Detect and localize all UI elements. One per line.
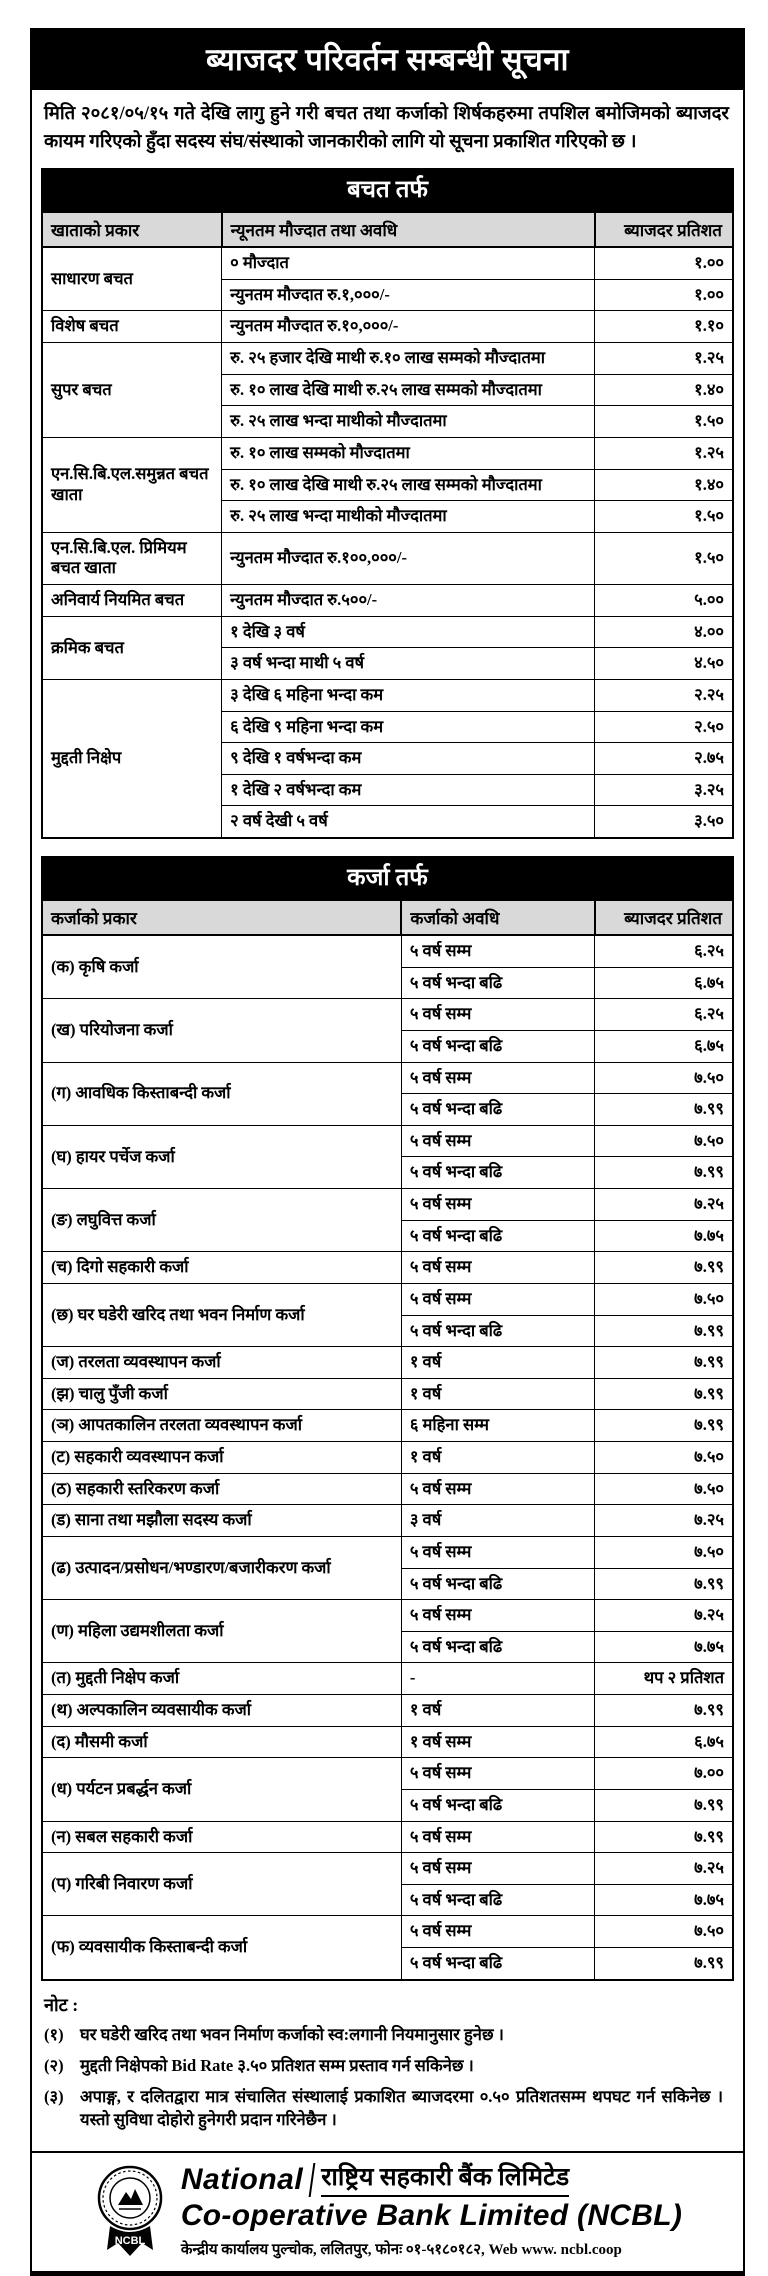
loan-term-cell: ५ वर्ष भन्दा बढि: [401, 1948, 594, 1980]
note-number: (१): [44, 2024, 64, 2044]
interest-rate-cell: ७.५०: [595, 1062, 733, 1094]
note-item: [44, 2085, 729, 2133]
table-row: [42, 343, 733, 375]
loans-section: [41, 856, 734, 1981]
interest-rate-cell: ७.९९: [595, 1821, 733, 1853]
interest-rate-cell: ७.२५: [595, 1853, 733, 1885]
table-row: [42, 1663, 733, 1695]
interest-rate-cell: ७.९९: [595, 1315, 733, 1347]
interest-rate-cell: ४.५०: [595, 648, 733, 680]
interest-rate-cell: ६.२५: [595, 999, 733, 1031]
interest-rate-cell: ७.५०: [595, 1916, 733, 1948]
interest-rate-cell: ४.००: [595, 616, 733, 648]
notice-frame: [30, 28, 745, 2276]
section-spacer: [32, 839, 743, 852]
loan-type-cell: (थ) अल्पकालिन व्यवसायीक कर्जा: [42, 1695, 401, 1727]
note-number: (३): [44, 2086, 64, 2106]
table-row: [42, 1347, 733, 1379]
loan-term-cell: ५ वर्ष सम्म: [401, 1283, 594, 1315]
interest-rate-cell: ७.९९: [595, 1410, 733, 1442]
interest-rate-cell: ७.९९: [595, 1347, 733, 1379]
table-row: [42, 437, 733, 469]
interest-rate-cell: ७.९९: [595, 1094, 733, 1126]
loans-header-row: [42, 900, 733, 935]
interest-rate-cell: ७.५०: [595, 1125, 733, 1157]
account-type-cell: साधारण बचत: [42, 247, 222, 311]
interest-rate-cell: ७.९९: [595, 1252, 733, 1284]
loan-type-cell: (च) दिगो सहकारी कर्जा: [42, 1252, 401, 1284]
interest-rate-cell: १.००: [595, 247, 733, 279]
loan-term-cell: १ वर्ष: [401, 1378, 594, 1410]
interest-rate-cell: १.२५: [595, 437, 733, 469]
loan-term-cell: ५ वर्ष भन्दा बढि: [401, 1789, 594, 1821]
savings-section-title: बचत तर्फ: [41, 168, 734, 211]
interest-rate-cell: ७.९९: [595, 1378, 733, 1410]
interest-rate-cell: ७.५०: [595, 1283, 733, 1315]
savings-table: [41, 211, 734, 839]
interest-rate-cell: ७.२५: [595, 1189, 733, 1221]
interest-rate-cell: ७.९९: [595, 1789, 733, 1821]
note-text: घर घडेरी खरिद तथा भवन निर्माण कर्जाको स्व:लगानी नियमानुसार हुनेछ ।: [80, 2024, 504, 2044]
intro-paragraph: मिति २०८१/०५/१५ गते देखि लागु हुने गरी बचत तथा कर्जाको शिर्षकहरुमा तपशिल बमोजिमको ब्याजदर कायम गरिएको हुँदा सदस्य संघ/संस्थाको जानकारीको लागि यो सूचना प्रकाशित गरिएको छ ।: [44, 104, 729, 153]
table-row: [42, 616, 733, 648]
table-row: [42, 1916, 733, 1948]
loan-type-cell: (ज) तरलता व्यवस्थापन कर्जा: [42, 1347, 401, 1379]
table-row: [42, 1600, 733, 1632]
table-row: [42, 1125, 733, 1157]
min-balance-term-cell: न्युनतम मौज्दात रु.५००/-: [222, 585, 595, 617]
loan-term-cell: ५ वर्ष सम्म: [401, 999, 594, 1031]
notes-block: [32, 1981, 743, 2146]
loans-section-title: कर्जा तर्फ: [41, 856, 734, 899]
interest-rate-cell: ७.२५: [595, 1505, 733, 1537]
loan-type-cell: (ढ) उत्पादन/प्रसोधन/भण्डारण/बजारीकरण कर्जा: [42, 1536, 401, 1599]
name-divider-rule: [309, 2163, 316, 2197]
table-row: [42, 1189, 733, 1221]
loan-type-cell: (घ) हायर पर्चेज कर्जा: [42, 1125, 401, 1188]
interest-rate-cell: १.५०: [595, 532, 733, 584]
table-row: [42, 1252, 733, 1284]
loan-term-cell: ५ वर्ष सम्म: [401, 1473, 594, 1505]
savings-col-interest-rate: ब्याजदर प्रतिशत: [595, 212, 733, 247]
min-balance-term-cell: रु. १० लाख देखि माथी रु.२५ लाख सम्मको मौज्दातमा: [222, 374, 595, 406]
interest-rate-cell: ३.५०: [595, 806, 733, 838]
bank-name-english-full: Co-operative Bank Limited (NCBL): [180, 2199, 683, 2233]
min-balance-term-cell: न्युनतम मौज्दात रु.१००,०००/-: [222, 532, 595, 584]
min-balance-term-cell: ३ वर्ष भन्दा माथी ५ वर्ष: [222, 648, 595, 680]
table-row: [42, 1726, 733, 1758]
min-balance-term-cell: रु. २५ हजार देखि माथी रु.१० लाख सम्मको मौज्दातमा: [222, 343, 595, 375]
loan-term-cell: ५ वर्ष भन्दा बढि: [401, 967, 594, 999]
bank-name-english-national: National: [180, 2163, 304, 2197]
interest-rate-cell: २.५०: [595, 711, 733, 743]
bank-logo: [93, 2164, 167, 2258]
loan-type-cell: (क) कृषि कर्जा: [42, 935, 401, 999]
loan-type-cell: (फ) व्यवसायीक किस्ताबन्दी कर्जा: [42, 1916, 401, 1980]
loans-col-interest-rate: ब्याजदर प्रतिशत: [595, 900, 733, 935]
interest-rate-cell: ७.९९: [595, 1948, 733, 1980]
table-row: [42, 247, 733, 279]
bank-name-nepali: राष्ट्रिय सहकारी बैंक लिमिटेड: [321, 2164, 569, 2197]
notes-list: [44, 2023, 729, 2133]
loan-term-cell: ५ वर्ष सम्म: [401, 1821, 594, 1853]
loan-term-cell: ५ वर्ष सम्म: [401, 1189, 594, 1221]
account-type-cell: अनिवार्य नियमित बचत: [42, 585, 222, 617]
min-balance-term-cell: रु. १० लाख सम्मको मौज्दातमा: [222, 437, 595, 469]
interest-rate-cell: १.५०: [595, 406, 733, 438]
loan-term-cell: ३ वर्ष: [401, 1505, 594, 1537]
interest-rate-cell: ७.५०: [595, 1536, 733, 1568]
interest-rate-cell: ५.००: [595, 585, 733, 617]
interest-rate-cell: १.२५: [595, 343, 733, 375]
min-balance-term-cell: न्युनतम मौज्दात रु.१,०००/-: [222, 279, 595, 311]
note-item: [44, 2023, 729, 2047]
account-type-cell: मुद्दती निक्षेप: [42, 679, 222, 838]
table-row: [42, 1473, 733, 1505]
interest-rate-cell: ६.७५: [595, 967, 733, 999]
interest-rate-cell: २.७५: [595, 743, 733, 775]
interest-rate-cell: १.४०: [595, 374, 733, 406]
loan-term-cell: -: [401, 1663, 594, 1695]
interest-rate-cell: ७.७५: [595, 1884, 733, 1916]
table-row: [42, 1283, 733, 1315]
table-row: [42, 1821, 733, 1853]
bank-name-block: [181, 2163, 682, 2259]
note-item: [44, 2054, 729, 2078]
savings-header-row: [42, 212, 733, 247]
loan-type-cell: (ध) पर्यटन प्रबर्द्धन कर्जा: [42, 1758, 401, 1821]
loan-term-cell: ५ वर्ष भन्दा बढि: [401, 1884, 594, 1916]
interest-rate-cell: १.००: [595, 279, 733, 311]
table-row: [42, 1853, 733, 1885]
loan-term-cell: ५ वर्ष भन्दा बढि: [401, 1030, 594, 1062]
table-row: [42, 1695, 733, 1727]
loan-type-cell: (ट) सहकारी व्यवस्थापन कर्जा: [42, 1442, 401, 1474]
min-balance-term-cell: १ देखि ३ वर्ष: [222, 616, 595, 648]
loan-term-cell: ५ वर्ष सम्म: [401, 1600, 594, 1632]
table-row: [42, 679, 733, 711]
loan-term-cell: ५ वर्ष सम्म: [401, 1252, 594, 1284]
bank-address: केन्द्रीय कार्यालय पुल्चोक, ललितपुर, फोनः ०१-५१८०१८२, Web www. ncbl.coop: [180, 2242, 622, 2259]
loan-type-cell: (ठ) सहकारी स्तरिकरण कर्जा: [42, 1473, 401, 1505]
loan-type-cell: (ख) परियोजना कर्जा: [42, 999, 401, 1062]
interest-rate-cell: १.५०: [595, 501, 733, 533]
interest-rate-cell: ७.९९: [595, 1695, 733, 1727]
account-type-cell: विशेष बचत: [42, 311, 222, 343]
loan-type-cell: (न) सबल सहकारी कर्जा: [42, 1821, 401, 1853]
page-title: ब्याजदर परिवर्तन सम्बन्धी सूचना: [32, 30, 743, 90]
min-balance-term-cell: ६ देखि ९ महिना भन्दा कम: [222, 711, 595, 743]
loan-term-cell: ५ वर्ष भन्दा बढि: [401, 1568, 594, 1600]
table-row: [42, 1378, 733, 1410]
loan-term-cell: ५ वर्ष सम्म: [401, 1062, 594, 1094]
interest-rate-cell: ७.७५: [595, 1631, 733, 1663]
interest-rate-cell: ६.७५: [595, 1726, 733, 1758]
min-balance-term-cell: न्युनतम मौज्दात रु.१०,०००/-: [222, 311, 595, 343]
interest-rate-cell: ७.५०: [595, 1442, 733, 1474]
loan-type-cell: (झ) चालु पुँजी कर्जा: [42, 1378, 401, 1410]
min-balance-term-cell: २ वर्ष देखी ५ वर्ष: [222, 806, 595, 838]
table-row: [42, 1442, 733, 1474]
interest-rate-cell: ६.२५: [595, 935, 733, 967]
notes-heading: नोट :: [44, 1994, 79, 2015]
interest-rate-cell: ७.५०: [595, 1473, 733, 1505]
interest-rate-cell: ३.२५: [595, 774, 733, 806]
ncbl-emblem-icon: [94, 2164, 166, 2258]
loan-type-cell: (छ) घर घडेरी खरिद तथा भवन निर्माण कर्जा: [42, 1283, 401, 1346]
interest-rate-cell: १.४०: [595, 469, 733, 501]
table-row: [42, 1062, 733, 1094]
table-row: [42, 935, 733, 967]
loan-type-cell: (ग) आवधिक किस्ताबन्दी कर्जा: [42, 1062, 401, 1125]
account-type-cell: एन.सि.बि.एल. प्रिमियम बचत खाता: [42, 532, 222, 584]
interest-rate-cell: ७.२५: [595, 1600, 733, 1632]
savings-col-account-type: खाताको प्रकार: [42, 212, 222, 247]
svg-text:NCBL: NCBL: [114, 2235, 146, 2248]
table-row: [42, 1758, 733, 1790]
interest-rate-cell: २.२५: [595, 679, 733, 711]
interest-rate-cell: ६.७५: [595, 1030, 733, 1062]
loan-term-cell: ५ वर्ष भन्दा बढि: [401, 1315, 594, 1347]
interest-rate-cell: थप २ प्रतिशत: [595, 1663, 733, 1695]
loan-type-cell: (द) मौसमी कर्जा: [42, 1726, 401, 1758]
min-balance-term-cell: ९ देखि १ वर्षभन्दा कम: [222, 743, 595, 775]
interest-rate-cell: ७.९९: [595, 1157, 733, 1189]
loan-term-cell: ५ वर्ष सम्म: [401, 1758, 594, 1790]
account-type-cell: सुपर बचत: [42, 343, 222, 438]
loan-term-cell: ५ वर्ष सम्म: [401, 935, 594, 967]
min-balance-term-cell: रु. १० लाख देखि माथी रु.२५ लाख सम्मको मौज्दातमा: [222, 469, 595, 501]
table-row: [42, 1536, 733, 1568]
bank-name-line1: [181, 2163, 569, 2197]
loan-term-cell: ५ वर्ष सम्म: [401, 1916, 594, 1948]
interest-rate-cell: ७.००: [595, 1758, 733, 1790]
table-row: [42, 999, 733, 1031]
table-row: [42, 1505, 733, 1537]
loan-term-cell: १ वर्ष: [401, 1347, 594, 1379]
loan-term-cell: ५ वर्ष भन्दा बढि: [401, 1094, 594, 1126]
min-balance-term-cell: १ देखि २ वर्षभन्दा कम: [222, 774, 595, 806]
note-text: मुद्दती निक्षेपको Bid Rate ३.५० प्रतिशत सम्म प्रस्ताव गर्न सकिनेछ ।: [80, 2055, 474, 2075]
savings-section: [41, 168, 734, 839]
bank-footer: [32, 2151, 743, 2271]
loan-term-cell: ५ वर्ष सम्म: [401, 1125, 594, 1157]
loan-type-cell: (त) मुद्दती निक्षेप कर्जा: [42, 1663, 401, 1695]
loan-type-cell: (ञ) आपतकालिन तरलता व्यवस्थापन कर्जा: [42, 1410, 401, 1442]
loans-col-loan-term: कर्जाको अवधि: [401, 900, 594, 935]
loan-term-cell: ५ वर्ष भन्दा बढि: [401, 1220, 594, 1252]
table-row: [42, 585, 733, 617]
loan-term-cell: ६ महिना सम्म: [401, 1410, 594, 1442]
interest-rate-cell: ७.७५: [595, 1220, 733, 1252]
min-balance-term-cell: ० मौज्दात: [222, 247, 595, 279]
account-type-cell: क्रमिक बचत: [42, 616, 222, 679]
loans-col-loan-type: कर्जाको प्रकार: [42, 900, 401, 935]
loan-term-cell: ५ वर्ष भन्दा बढि: [401, 1631, 594, 1663]
loans-table: [41, 899, 734, 1981]
table-row: [42, 1410, 733, 1442]
interest-rate-cell: १.१०: [595, 311, 733, 343]
loan-type-cell: (ङ) लघुवित्त कर्जा: [42, 1189, 401, 1252]
loan-term-cell: ५ वर्ष भन्दा बढि: [401, 1157, 594, 1189]
table-row: [42, 532, 733, 584]
loan-term-cell: १ वर्ष सम्म: [401, 1726, 594, 1758]
note-text: अपाङ्ग, र दलितद्वारा मात्र संचालित संस्थालाई प्रकाशित ब्याजदरमा ०.५० प्रतिशतसम्म थपघट गर्न सकिनेछ । यस्तो सुविधा दोहोरो हुनेगरी प्रदान गरिनेछैन ।: [80, 2086, 723, 2130]
loan-term-cell: १ वर्ष: [401, 1695, 594, 1727]
min-balance-term-cell: रु. २५ लाख भन्दा माथीको मौज्दातमा: [222, 406, 595, 438]
loan-term-cell: १ वर्ष: [401, 1442, 594, 1474]
min-balance-term-cell: ३ देखि ६ महिना भन्दा कम: [222, 679, 595, 711]
loan-term-cell: ५ वर्ष सम्म: [401, 1853, 594, 1885]
loan-term-cell: ५ वर्ष सम्म: [401, 1536, 594, 1568]
account-type-cell: एन.सि.बि.एल.समुन्नत बचत खाता: [42, 437, 222, 532]
table-row: [42, 311, 733, 343]
savings-col-min-balance-term: न्यूनतम मौज्दात तथा अवधि: [222, 212, 595, 247]
loan-type-cell: (प) गरिबी निवारण कर्जा: [42, 1853, 401, 1916]
note-number: (२): [44, 2055, 64, 2075]
min-balance-term-cell: रु. २५ लाख भन्दा माथीको मौज्दातमा: [222, 501, 595, 533]
loan-type-cell: (ण) महिला उद्यमशीलता कर्जा: [42, 1600, 401, 1663]
loan-type-cell: (ड) साना तथा मझौला सदस्य कर्जा: [42, 1505, 401, 1537]
interest-rate-cell: ७.९९: [595, 1568, 733, 1600]
